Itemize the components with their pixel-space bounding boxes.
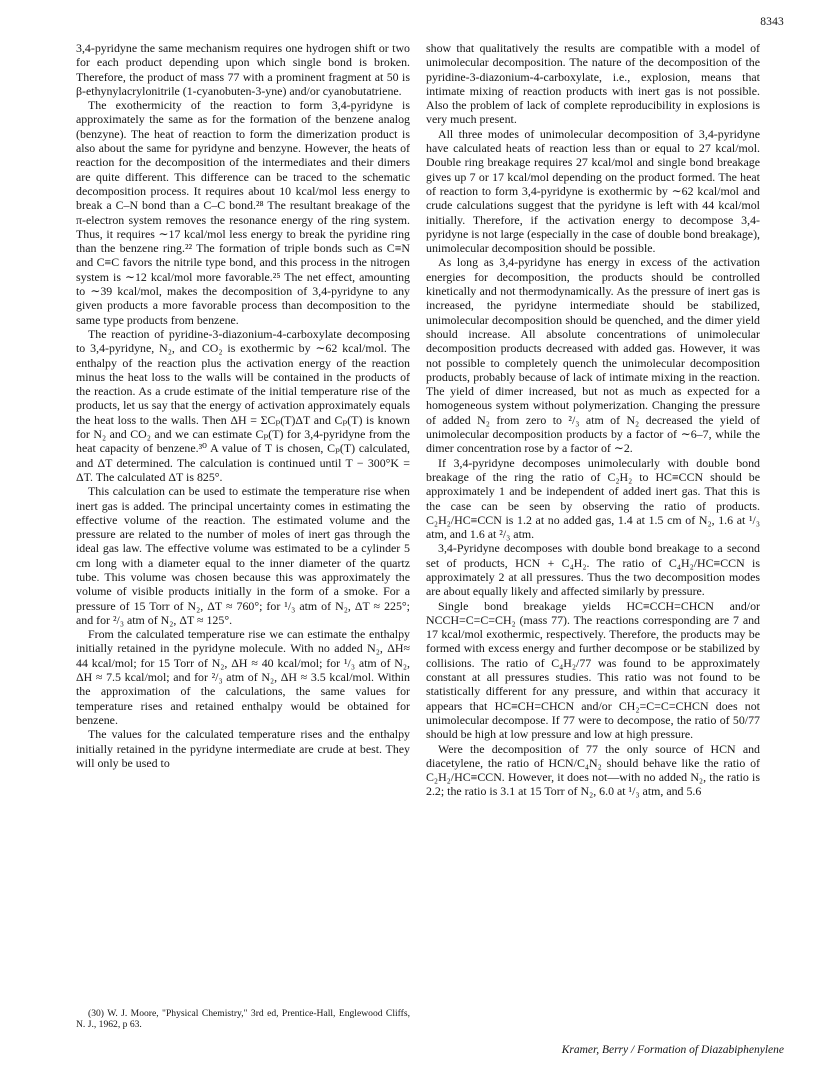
paragraph: The reaction of pyridine-3-diazonium-4-carboxylate decomposing to 3,4-pyridyne, N₂, and CO₂ is exothermic by ∼62 kcal/mol. The enthalpy of the reaction plus the activation energy of the reaction minus the heat loss to the walls will be contained in the products of the reaction. As a crude estimate of the initial temperature rise of the products, let us say that the energy of activation approximately equals the heat loss to the walls. Then ΔH = ΣCₚ(T)ΔT and Cₚ(T) is known for N₂ and CO₂ and we can estimate Cₚ(T) for 3,4-pyridyne from the heat capacity of benzene.³⁰ A value of T is chosen, Cₚ(T) calculated, and ΔT determined. The calculation is continued until T − 300°K = ΔT. The calculated ΔT is 825°. xyxy=(76,326,410,484)
paragraph: As long as 3,4-pyridyne has energy in excess of the activation energies for decomposition, the products should be controlled kinetically and not thermodynamically. As the pressure of inert gas is increased, the pyridyne intermediate should be stabilized, unimolecular decomposition should be quenched, and the dimer yield should increase. All absolute concentrations of unimolecular decomposition products decreased with added gas. However, it was not possible to completely quench the unimolecular decomposition products, probably because of lack of intimate mixing in the reaction. The yield of dimer increased, but not as much as expected for a homogeneous system without polymerization. Changing the pressure of added N₂ from zero to ²/₃ atm of N₂ decreased the yield of unimolecular decomposition products by a factor of ∼6–7, while the dimer concentration rose by a factor of ∼2. xyxy=(426,255,760,456)
paragraph: This calculation can be used to estimate the temperature rise when inert gas is added. The principal uncertainty comes in estimating the effective volume of the reaction. The estimated volume and the pressure are related to the number of moles of inert gas through the ideal gas law. The effective volume was estimated to be a cylinder 5 cm long with a diameter equal to the inner diameter of the quartz tube. This volume was chosen because this was approximately the volume of visible products initially in the form of a smoke. For a pressure of 15 Torr of N₂, ΔT ≈ 760°; for ¹/₃ atm of N₂, ΔT ≈ 225°; and for ²/₃ atm of N₂, ΔT ≈ 125°. xyxy=(76,484,410,627)
page-number: 8343 xyxy=(760,16,784,28)
paragraph: Were the decomposition of 77 the only source of HCN and diacetylene, the ratio of HCN/C₄N₂ should behave like the ratio of C₂H₂/HC≡CCN. However, it does not—with no added N₂, the ratio is 2.2; the ratio is 3.1 at 15 Torr of N₂, 6.0 at ¹/₃ atm, and 5.6 xyxy=(426,741,760,799)
paragraph: show that qualitatively the results are compatible with a model of unimolecular decomposition. The nature of the decomposition of the pyridine-3-diazonium-4-carboxylate, i.e., explosion, means that intimate mixing of reaction products with inert gas is not possible. Also the problem of lack of complete reproducibility in explosions is very much present. xyxy=(426,41,760,127)
paragraph: The exothermicity of the reaction to form 3,4-pyridyne is approximately the same as for the formation of the benzene analog (benzyne). The heat of reaction to form the dimerization product is also about the same for pyridyne and benzyne. However, the heats of reaction for the decomposition of the intermediates and their dimers are quite different. This difference can be traced to the schematic decomposition process. It requires about 10 kcal/mol less energy to break a C–N bond than a C–C bond.²⁸ The resultant breakage of the π-electron system removes the resonance energy of the ring system. Thus, it requires ∼17 kcal/mol less energy to break the pyridine ring than the benzene ring.²² The formation of triple bonds such as C≡N and C≡C favors the nitrile type bond, and this process in the nitrogen system is ∼12 kcal/mol more favorable.²⁵ The net effect, amounting to ∼39 kcal/mol, makes the decomposition of 3,4-pyridyne to any given products a more favorable process than decomposition to the same type products from benzene. xyxy=(76,98,410,327)
paragraph: Single bond breakage yields HC≡CCH=CHCN and/or NCCH=C=C=CH₂ (mass 77). The reactions corresponding are 7 and 17 kcal/mol exothermic, respectively. Therefore, the products may be formed with excess energy and further decompose or be stabilized by collisions. The ratio of C₄H₂/77 was found to be approximately constant at all pressures studies. This ratio was not found to be statistically different for any pressure, and within that accuracy it appears that HC≡CH=CHCN and/or CH₂=C=C=CHCN does not unimolecular decompose. If 77 were to decompose, the ratio of 50/77 should be high at low pressure and low at high pressure. xyxy=(426,598,760,742)
footnote: (30) W. J. Moore, "Physical Chemistry," 3rd ed, Prentice-Hall, Englewood Cliffs, N. J., 1962, p 63. xyxy=(76,1008,410,1031)
right-column xyxy=(426,41,760,799)
paragraph: From the calculated temperature rise we can estimate the enthalpy initially retained in the pyridyne molecule. With no added N₂, ΔH≈ 44 kcal/mol; for 15 Torr of N₂, ΔH ≈ 40 kcal/mol; for ¹/₃ atm of N₂, ΔH ≈ 7.5 kcal/mol; and for ²/₃ atm of N₂, ΔH ≈ 3.5 kcal/mol. Within the approximation of the calculations, the same values for temperature rises and retained enthalpy would be obtained for benzene. xyxy=(76,627,410,727)
running-footer: Kramer, Berry / Formation of Diazabiphenylene xyxy=(561,1044,784,1056)
paragraph: 3,4-pyridyne the same mechanism requires one hydrogen shift or two for each product depending upon which single bond is broken. Therefore, the product of mass 77 with a prominent fragment at 50 is β-ethynylacrylonitrile (1-cyanobuten-3-yne) and/or cyanobutatriene. xyxy=(76,41,410,98)
left-column xyxy=(76,41,410,770)
paragraph: The values for the calculated temperature rises and the enthalpy initially retained in the pyridyne intermediate are crude at best. They will only be used to xyxy=(76,727,410,770)
paragraph: All three modes of unimolecular decomposition of 3,4-pyridyne have calculated heats of reaction less than or equal to 27 kcal/mol. Double ring breakage requires 27 kcal/mol and single bond breakage gives up 7 or 17 kcal/mol depending on the product formed. The heat of reaction to form 3,4-pyridyne is exothermic by ∼62 kcal/mol and crude calculations suggest that the pyridyne is left with 44 kcal/mol initially. Therefore, if the activation energy to decompose 3,4-pyridyne is not large (especially in the case of double bond breakage), unimolecular decomposition should be possible. xyxy=(426,126,760,256)
paragraph: If 3,4-pyridyne decomposes unimolecularly with double bond breakage of the ring the ratio of C₂H₂ to HC≡CCN should be approximately 1 and be independent of added inert gas. That this is the case can be seen by observing the ratio of products. C₂H₂/HC≡CCN is 1.2 at no added gas, 1.4 at 1.5 cm of N₂, 1.6 at ¹/₃ atm, and 1.6 at ²/₃ atm. xyxy=(426,455,760,542)
paragraph: 3,4-Pyridyne decomposes with double bond breakage to a second set of products, HCN + C₄H₂. The ratio of C₄H₂/HC≡CCN is approximately 2 at all pressures. Thus the two decomposition modes are about equally likely and affected similarly by pressure. xyxy=(426,541,760,599)
